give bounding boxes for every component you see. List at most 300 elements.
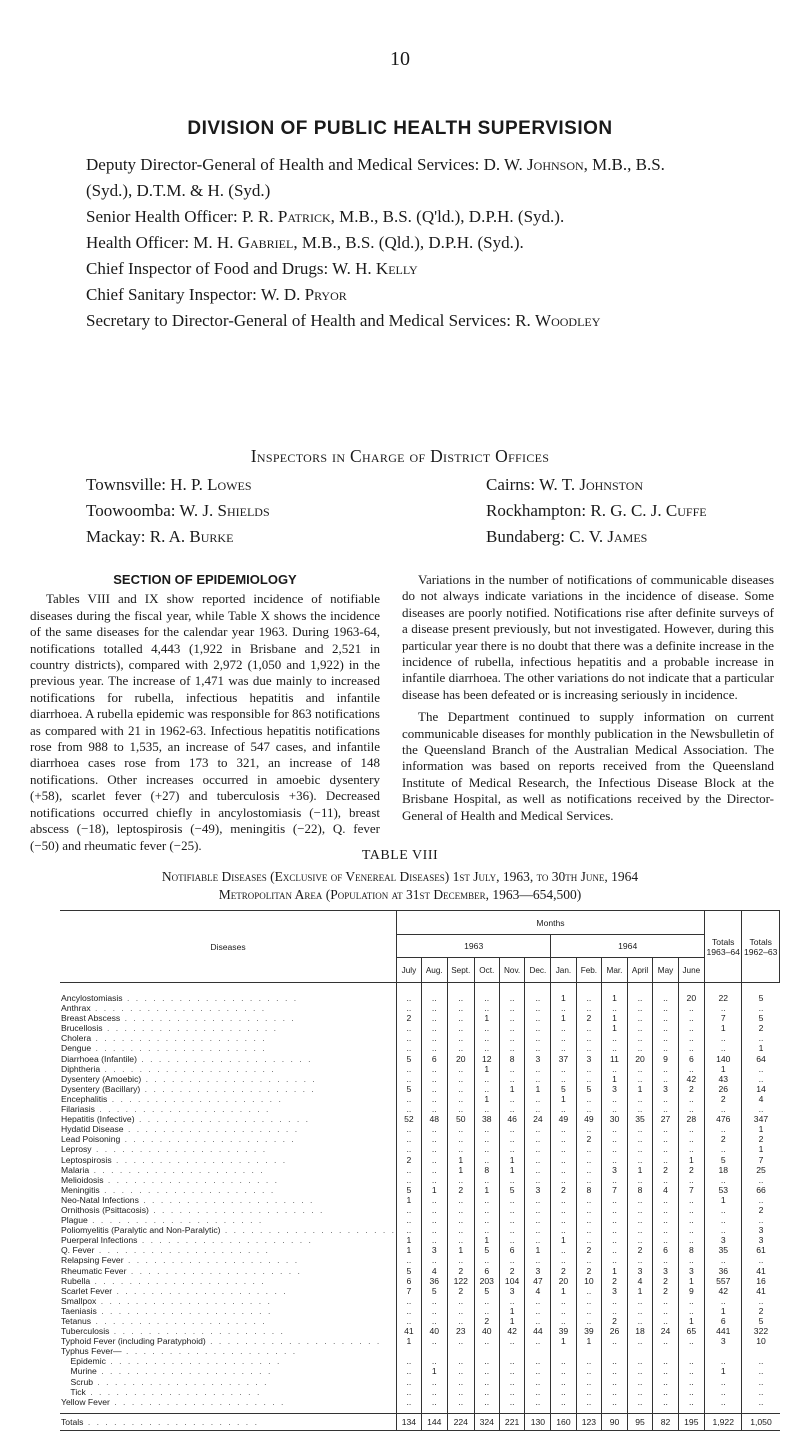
month-value: .. <box>474 1215 499 1225</box>
month-value: .. <box>627 1134 653 1144</box>
month-value: .. <box>551 1377 576 1387</box>
month-value: .. <box>397 1064 422 1074</box>
month-value: 1 <box>602 1074 627 1084</box>
table-row <box>60 1356 780 1366</box>
month-value: .. <box>397 993 422 1003</box>
month-value: 1 <box>397 1195 422 1205</box>
month-value: 41 <box>397 1326 422 1336</box>
month-value: 3 <box>525 1266 551 1276</box>
header-month: Jan. <box>551 958 576 983</box>
month-value: .. <box>678 1134 704 1144</box>
month-value: 3 <box>602 1165 627 1175</box>
table-row <box>60 1205 780 1215</box>
total-1962-63: 3 <box>742 1235 780 1245</box>
total-1962-63: 16 <box>742 1276 780 1286</box>
total-1962-63: 1 <box>742 1043 780 1053</box>
month-value: .. <box>678 1387 704 1397</box>
disease-name: Anthrax . . . . . . . . . . . . . . . . . . . . <box>61 1003 267 1014</box>
month-value: 1 <box>447 1155 474 1165</box>
table-row <box>60 1326 780 1336</box>
month-value: .. <box>551 1296 576 1306</box>
month-value: .. <box>474 1356 499 1366</box>
month-value: .. <box>421 1124 447 1134</box>
month-value: .. <box>576 1155 602 1165</box>
month-value: .. <box>551 1205 576 1215</box>
month-value: .. <box>499 1377 525 1387</box>
month-value: .. <box>602 1366 627 1376</box>
disease-name: Malaria . . . . . . . . . . . . . . . . . . . . <box>61 1164 265 1175</box>
total-1962-63: 347 <box>742 1114 780 1124</box>
total-1963-64: 26 <box>705 1084 742 1094</box>
month-value: .. <box>447 1316 474 1326</box>
month-value: .. <box>602 1003 627 1013</box>
month-value: 1 <box>551 1013 576 1023</box>
month-value: .. <box>397 1094 422 1104</box>
month-value: 38 <box>474 1114 499 1124</box>
month-value: .. <box>551 1175 576 1185</box>
month-value: .. <box>551 1155 576 1165</box>
total-1962-63: 2 <box>742 1023 780 1033</box>
month-value: .. <box>499 1235 525 1245</box>
table-row <box>60 1175 780 1185</box>
month-value: .. <box>499 1225 525 1235</box>
month-value: .. <box>653 1366 678 1376</box>
month-value: .. <box>602 1043 627 1053</box>
month-value: .. <box>576 1023 602 1033</box>
month-value: .. <box>678 1306 704 1316</box>
month-value: .. <box>678 1043 704 1053</box>
month-value: .. <box>653 1175 678 1185</box>
month-value: .. <box>525 1306 551 1316</box>
month-value: .. <box>576 1387 602 1397</box>
month-value: .. <box>551 1124 576 1134</box>
month-value: .. <box>474 1387 499 1397</box>
month-value: .. <box>627 1397 653 1407</box>
disease-name: Ornithosis (Psittacosis) . . . . . . . . . . . . . . . . . . . . <box>61 1204 325 1215</box>
month-value: .. <box>499 1064 525 1074</box>
month-value: .. <box>474 1397 499 1407</box>
month-value: 1 <box>602 993 627 1003</box>
month-value: 2 <box>576 1245 602 1255</box>
table-row <box>60 1054 780 1064</box>
month-value: .. <box>678 1144 704 1154</box>
month-value: 52 <box>397 1114 422 1124</box>
month-value: .. <box>576 1175 602 1185</box>
month-value: 8 <box>576 1185 602 1195</box>
inspectors-heading: Inspectors in Charge of District Offices <box>250 446 550 466</box>
month-value: .. <box>653 1205 678 1215</box>
total-1963-64: 1 <box>705 1195 742 1205</box>
month-value: .. <box>474 1104 499 1114</box>
month-value: 1 <box>602 1013 627 1023</box>
division-title: DIVISION OF PUBLIC HEALTH SUPERVISION <box>187 118 613 139</box>
month-value: 324 <box>474 1413 499 1430</box>
month-value: .. <box>602 1064 627 1074</box>
month-value <box>421 1346 447 1356</box>
month-value: 6 <box>499 1245 525 1255</box>
month-value: .. <box>627 993 653 1003</box>
month-value: .. <box>474 1205 499 1215</box>
header-year-1963: 1963 <box>397 935 551 958</box>
total-1963-64: 1 <box>705 1306 742 1316</box>
month-value: .. <box>397 1296 422 1306</box>
total-1962-63: .. <box>742 1074 780 1084</box>
month-value: .. <box>474 1124 499 1134</box>
month-value: .. <box>627 1104 653 1114</box>
month-value: .. <box>499 1134 525 1144</box>
month-value: .. <box>421 1043 447 1053</box>
disease-name: Totals . . . . . . . . . . . . . . . . . . . . <box>60 1413 397 1430</box>
month-value: .. <box>602 1377 627 1387</box>
month-value: .. <box>499 1336 525 1346</box>
total-1963-64: 140 <box>705 1054 742 1064</box>
month-value: .. <box>551 1366 576 1376</box>
month-value: 1 <box>551 1235 576 1245</box>
month-value: .. <box>447 993 474 1003</box>
month-value: .. <box>602 1134 627 1144</box>
month-value: 11 <box>602 1054 627 1064</box>
month-value: .. <box>525 1356 551 1366</box>
disease-name: Melioidosis . . . . . . . . . . . . . . . . . . . . <box>61 1174 280 1185</box>
month-value: .. <box>421 1084 447 1094</box>
month-value: 12 <box>474 1054 499 1064</box>
disease-name: Leptospirosis . . . . . . . . . . . . . . . . . . . . <box>61 1154 288 1165</box>
total-1963-64: 43 <box>705 1074 742 1084</box>
month-value: .. <box>653 1033 678 1043</box>
month-value: 5 <box>474 1245 499 1255</box>
month-value: .. <box>499 1003 525 1013</box>
month-value: 1 <box>678 1276 704 1286</box>
month-value <box>447 1346 474 1356</box>
month-value: 1 <box>499 1165 525 1175</box>
month-value: .. <box>653 1124 678 1134</box>
month-value: .. <box>551 1255 576 1265</box>
disease-name: Smallpox . . . . . . . . . . . . . . . . . . . . <box>61 1295 272 1306</box>
header-month: Aug. <box>421 958 447 983</box>
month-value: .. <box>525 1003 551 1013</box>
month-value: .. <box>576 1195 602 1205</box>
month-value: .. <box>499 1195 525 1205</box>
month-value: .. <box>653 1235 678 1245</box>
total-1962-63: 41 <box>742 1266 780 1276</box>
month-value: 1 <box>627 1084 653 1094</box>
month-value: .. <box>421 1064 447 1074</box>
month-value: 3 <box>525 1054 551 1064</box>
month-value: 1 <box>499 1316 525 1326</box>
total-1962-63: 1 <box>742 1144 780 1154</box>
disease-name: Poliomyelitis (Paralytic and Non-Paralytic) . . . . . . . . . . . . . . . . . . . . <box>61 1225 397 1236</box>
total-1963-64: 476 <box>705 1114 742 1124</box>
month-value: .. <box>397 1104 422 1114</box>
month-value: .. <box>421 1306 447 1316</box>
month-value: .. <box>525 1205 551 1215</box>
total-1962-63: 2 <box>742 1205 780 1215</box>
month-value: 39 <box>551 1326 576 1336</box>
month-value: .. <box>627 1255 653 1265</box>
month-value: 3 <box>602 1084 627 1094</box>
month-value: .. <box>602 1104 627 1114</box>
table-row <box>60 1074 780 1084</box>
month-value: .. <box>678 1215 704 1225</box>
month-value: .. <box>678 1175 704 1185</box>
table-row <box>60 1043 780 1053</box>
month-value: 42 <box>678 1074 704 1084</box>
month-value: .. <box>602 1225 627 1235</box>
month-value: .. <box>576 1316 602 1326</box>
month-value: .. <box>447 1296 474 1306</box>
disease-name: Murine . . . . . . . . . . . . . . . . . . . . <box>61 1366 273 1377</box>
month-value: .. <box>653 993 678 1003</box>
month-value: .. <box>525 1104 551 1114</box>
month-value: .. <box>499 1104 525 1114</box>
header-month: Sept. <box>447 958 474 983</box>
month-value: .. <box>627 1377 653 1387</box>
month-value: .. <box>397 1175 422 1185</box>
month-value: .. <box>627 1366 653 1376</box>
month-value: .. <box>678 1255 704 1265</box>
month-value: .. <box>447 1144 474 1154</box>
month-value: .. <box>474 1134 499 1144</box>
total-1963-64: .. <box>705 1377 742 1387</box>
table-row <box>60 1387 780 1397</box>
month-value: .. <box>525 1134 551 1144</box>
month-value: 2 <box>678 1165 704 1175</box>
disease-name: Encephalitis . . . . . . . . . . . . . . . . . . . . <box>61 1093 283 1104</box>
table-row <box>60 1185 780 1195</box>
month-value: .. <box>653 1356 678 1366</box>
table-row <box>60 1225 780 1235</box>
disease-name: Cholera . . . . . . . . . . . . . . . . . . . . <box>61 1033 267 1044</box>
month-value: .. <box>551 1397 576 1407</box>
month-value: .. <box>474 1306 499 1316</box>
table-row <box>60 1144 780 1154</box>
total-1962-63: .. <box>742 1255 780 1265</box>
month-value: .. <box>551 1043 576 1053</box>
month-value: 35 <box>627 1114 653 1124</box>
table-row <box>60 1003 780 1013</box>
month-value: 130 <box>525 1413 551 1430</box>
month-value: .. <box>474 993 499 1003</box>
month-value: .. <box>397 1205 422 1215</box>
month-value: .. <box>678 1356 704 1366</box>
month-value: .. <box>627 1013 653 1023</box>
month-value: .. <box>627 1155 653 1165</box>
month-value: .. <box>447 1064 474 1074</box>
table-row <box>60 1377 780 1387</box>
table-row <box>60 1094 780 1104</box>
month-value: .. <box>551 1215 576 1225</box>
staff-list <box>86 152 766 334</box>
month-value: 9 <box>653 1054 678 1064</box>
month-value: 49 <box>551 1114 576 1124</box>
month-value: .. <box>525 1336 551 1346</box>
month-value: 2 <box>551 1185 576 1195</box>
inspector-row: Mackay: R. A. Burke Bundaberg: C. V. James <box>86 527 648 546</box>
month-value: 1 <box>627 1286 653 1296</box>
month-value: .. <box>627 1023 653 1033</box>
month-value: .. <box>627 1033 653 1043</box>
total-1962-63: .. <box>742 1387 780 1397</box>
total-1963-64: 1,922 <box>705 1413 742 1430</box>
month-value: 3 <box>678 1266 704 1276</box>
month-value: 4 <box>653 1185 678 1195</box>
month-value: .. <box>678 1023 704 1033</box>
month-value: .. <box>551 1144 576 1154</box>
month-value: .. <box>627 1336 653 1346</box>
total-1962-63: 66 <box>742 1185 780 1195</box>
section-heading: SECTION OF EPIDEMIOLOGY <box>113 572 297 587</box>
month-value: 23 <box>447 1326 474 1336</box>
month-value: .. <box>474 1175 499 1185</box>
disease-name: Scarlet Fever . . . . . . . . . . . . . . . . . . . . <box>61 1285 288 1296</box>
month-value: 2 <box>602 1276 627 1286</box>
month-value: .. <box>421 1104 447 1114</box>
month-value: .. <box>421 1296 447 1306</box>
disease-name: Tetanus . . . . . . . . . . . . . . . . . . . . <box>61 1316 267 1326</box>
total-1962-63: 61 <box>742 1245 780 1255</box>
staff-line: Senior Health Officer: P. R. Patrick, M.B., B.S. (Q'ld.), D.P.H. (Syd.). <box>86 207 565 226</box>
month-value: .. <box>447 1255 474 1265</box>
header-month: Feb. <box>576 958 602 983</box>
table-row <box>60 1165 780 1175</box>
month-value: .. <box>576 1356 602 1366</box>
month-value: .. <box>525 1316 551 1326</box>
month-value: 48 <box>421 1114 447 1124</box>
month-value: .. <box>397 1003 422 1013</box>
header-month: July <box>397 958 422 983</box>
month-value: .. <box>678 1336 704 1346</box>
month-value: 1 <box>421 1366 447 1376</box>
total-1963-64: .. <box>705 1033 742 1043</box>
month-value: 18 <box>627 1326 653 1336</box>
table-row <box>60 1286 780 1296</box>
month-value: .. <box>499 1255 525 1265</box>
month-value <box>653 1346 678 1356</box>
disease-name: Scrub . . . . . . . . . . . . . . . . . . . . <box>61 1376 269 1387</box>
month-value: .. <box>678 1033 704 1043</box>
month-value: .. <box>576 1124 602 1134</box>
month-value: .. <box>525 1235 551 1245</box>
month-value: 1 <box>474 1235 499 1245</box>
header-month: Dec. <box>525 958 551 983</box>
month-value: .. <box>421 1205 447 1215</box>
header-month: April <box>627 958 653 983</box>
month-value: .. <box>627 1003 653 1013</box>
month-value: .. <box>421 1094 447 1104</box>
month-value: .. <box>474 1023 499 1033</box>
total-1963-64 <box>705 1346 742 1356</box>
month-value: 3 <box>653 1266 678 1276</box>
month-value: .. <box>397 1023 422 1033</box>
month-value: .. <box>602 1235 627 1245</box>
table-row <box>60 1266 780 1276</box>
month-value: 2 <box>499 1266 525 1276</box>
month-value: .. <box>576 1165 602 1175</box>
month-value: .. <box>447 1336 474 1346</box>
month-value: .. <box>474 1195 499 1205</box>
month-value: .. <box>602 1356 627 1366</box>
total-1963-64: 557 <box>705 1276 742 1286</box>
total-1962-63: 4 <box>742 1094 780 1104</box>
month-value: .. <box>576 1205 602 1215</box>
month-value: .. <box>653 1255 678 1265</box>
month-value: .. <box>447 1366 474 1376</box>
month-value: .. <box>397 1043 422 1053</box>
month-value: .. <box>421 1074 447 1084</box>
month-value: .. <box>421 1387 447 1397</box>
month-value: .. <box>678 1235 704 1245</box>
month-value: 3 <box>576 1054 602 1064</box>
month-value: .. <box>421 1175 447 1185</box>
month-value: .. <box>627 1074 653 1084</box>
header-totals-1962-63: Totals 1962–63 <box>742 911 780 983</box>
month-value: 6 <box>421 1054 447 1064</box>
month-value: .. <box>551 1074 576 1084</box>
month-value: .. <box>421 1225 447 1235</box>
month-value: .. <box>678 1205 704 1215</box>
month-value: 4 <box>525 1286 551 1296</box>
table-row <box>60 1276 780 1286</box>
total-1963-64: 3 <box>705 1336 742 1346</box>
month-value: 82 <box>653 1413 678 1430</box>
month-value: .. <box>421 1397 447 1407</box>
month-value: 6 <box>678 1054 704 1064</box>
table-row <box>60 1155 780 1165</box>
month-value: .. <box>551 1064 576 1074</box>
month-value: .. <box>447 1074 474 1084</box>
month-value: .. <box>397 1387 422 1397</box>
month-value: 39 <box>576 1326 602 1336</box>
month-value: 1 <box>474 1185 499 1195</box>
month-value: .. <box>474 1043 499 1053</box>
month-value: .. <box>421 1144 447 1154</box>
month-value: .. <box>499 1013 525 1023</box>
total-1962-63: .. <box>742 1296 780 1306</box>
disease-name: Q. Fever . . . . . . . . . . . . . . . . . . . . <box>61 1245 270 1256</box>
month-value: 2 <box>397 1013 422 1023</box>
table-row <box>60 1084 780 1094</box>
month-value: 90 <box>602 1413 627 1430</box>
month-value: 134 <box>397 1413 422 1430</box>
total-1963-64: .. <box>705 1104 742 1114</box>
table-row <box>60 1235 780 1245</box>
month-value: 1 <box>576 1336 602 1346</box>
month-value: .. <box>474 1377 499 1387</box>
month-value: .. <box>653 1215 678 1225</box>
month-value: .. <box>551 1387 576 1397</box>
month-value: .. <box>602 1255 627 1265</box>
month-value: 36 <box>421 1276 447 1286</box>
month-value: .. <box>421 1134 447 1144</box>
month-value: .. <box>551 1033 576 1043</box>
month-value: .. <box>678 1003 704 1013</box>
table-row <box>60 1033 780 1043</box>
month-value: .. <box>627 1215 653 1225</box>
disease-name: Tick . . . . . . . . . . . . . . . . . . . . <box>61 1386 262 1397</box>
month-value: .. <box>551 1245 576 1255</box>
month-value: .. <box>525 1023 551 1033</box>
month-value: .. <box>525 1033 551 1043</box>
month-value: .. <box>447 1003 474 1013</box>
total-1962-63 <box>742 1346 780 1356</box>
month-value: .. <box>653 1336 678 1346</box>
total-1963-64: 42 <box>705 1286 742 1296</box>
disease-name: Puerperal Infections . . . . . . . . . . . . . . . . . . . . <box>61 1235 313 1246</box>
month-value: .. <box>576 1003 602 1013</box>
total-1962-63: .. <box>742 1195 780 1205</box>
header-month: Oct. <box>474 958 499 983</box>
month-value: .. <box>576 993 602 1003</box>
